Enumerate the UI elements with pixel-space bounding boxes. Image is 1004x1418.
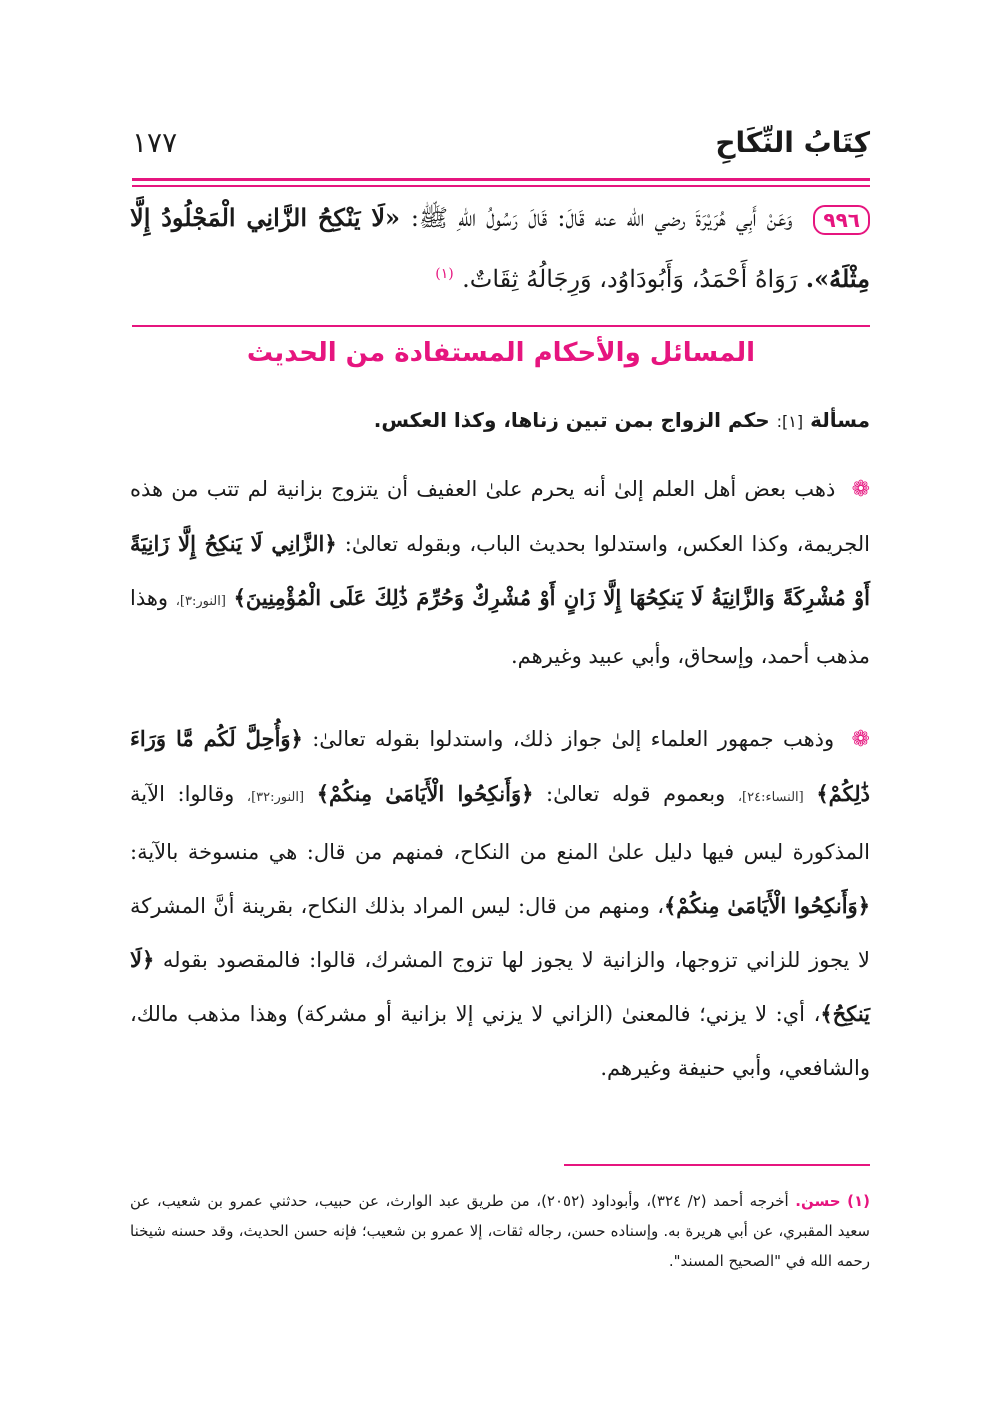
quran-verse: ﴿وَأَنكِحُوا الْأَيَامَىٰ مِنكُمْ﴾ <box>316 781 534 806</box>
paragraph-2-text-e: ، أي: لا يزني؛ فالمعنىٰ (الزاني لا يزني إلا بزانية أو مشركة) وهذا مذهب مالك، والشافعي، وأبي حنيفة وغيرهم. <box>130 1002 870 1080</box>
section-heading: المسائل والأحكام المستفادة من الحديث <box>246 338 756 368</box>
footnote-text: أخرجه أحمد (٢/ ٣٢٤)، وأبوداود (٢٠٥٢)، من طريق عبد الوارث، عن حبيب، حدثني عمرو بن شعيب، عن سعيد المقبري، عن أبي هريرة به. وإسناده حسن، رجاله ثقات، إلا عمرو بن شعيب؛ فإنه حسن الحديث، وقد حسنه شيخنا رحمه الله في "الصحيح المسند". <box>130 1192 870 1270</box>
issue-heading <box>132 408 870 432</box>
paragraph-1-text-b: وهذا مذهب أحمد، وإسحاق، وأبي عبيد وغيرهم. <box>130 586 870 668</box>
footnote <box>130 1186 870 1276</box>
header-rule-thick <box>132 178 870 181</box>
footnote-marker: (١) <box>847 1192 870 1210</box>
hadith-intro: وَعَنْ أَبِي هُرَيْرَةَ رضي الله عنه قَالَ: قَالَ رَسُولُ اللهِ ﷺ: <box>410 204 793 232</box>
header-rule-thin <box>132 185 870 187</box>
footnote-reference[interactable]: (١) <box>435 266 454 282</box>
quran-verse: ﴿لَا يَنكِحُ﴾ <box>130 947 870 1026</box>
paragraph-2 <box>130 712 870 1095</box>
footnote-rule <box>564 1164 870 1166</box>
paragraph-2-text-b: وبعموم قوله تعالىٰ: <box>546 782 726 806</box>
quran-verse: ﴿الزَّانِي لَا يَنكِحُ إِلَّا زَانِيَةً أَوْ مُشْرِكَةً وَالزَّانِيَةُ لَا يَنكِحُهَا إِلَّا زَانٍ أَوْ مُشْرِكٌ وَحُرِّمَ ذَٰلِكَ عَلَى الْمُؤْمِنِينَ﴾ <box>130 531 870 610</box>
section-rule <box>132 325 870 327</box>
hadith-number-badge: ٩٩٦ <box>813 205 870 235</box>
page-number: ١٧٧ <box>132 126 178 159</box>
issue-number: [١]: <box>776 412 804 431</box>
paragraph-2-text-d: ، ومنهم من قال: ليس المراد بذلك النكاح، بقرينة أنَّ المشركة لا يجوز للزاني تزوجها، والزانية لا يجوز لها تزوج المشرك، قالوا: فالمقصود بقوله <box>130 894 870 972</box>
hadith-block <box>130 190 870 307</box>
page-header <box>132 126 870 172</box>
quran-verse: ﴿وَأَنكِحُوا الْأَيَامَىٰ مِنكُمْ﴾ <box>663 893 871 918</box>
paragraph-1 <box>130 462 870 683</box>
flower-bullet-icon: ❁ <box>851 727 870 752</box>
paragraph-2-text-a: وذهب جمهور العلماء إلىٰ جواز ذلك، واستدلوا بقوله تعالىٰ: <box>312 727 835 751</box>
book-title: كِتَابُ النِّكَاحِ <box>715 126 870 159</box>
verse-reference: [النساء:٢٤]، <box>737 790 804 805</box>
verse-reference: [النور:٣٢]، <box>246 790 305 805</box>
hadith-source: رَوَاهُ أَحْمَدُ، وَأَبُودَاوُد، وَرِجَالُهُ ثِقَاتٌ. <box>462 265 798 293</box>
hadith-quote: «لَا يَنْكِحُ الزَّانِي الْمَجْلُودُ إِلَّا مِثْلَهُ». <box>130 203 870 293</box>
issue-title: حكم الزواج بمن تبين زناها، وكذا العكس. <box>373 408 770 432</box>
paragraph-2-text-c: وقالوا: الآية المذكورة ليس فيها دليل علىٰ المنع من النكاح، فمنهم من قال: هي منسوخة بالآية: <box>130 782 870 864</box>
flower-bullet-icon: ❁ <box>851 477 870 502</box>
footnote-grade: حسن. <box>795 1192 841 1210</box>
issue-label: مسألة <box>810 408 870 432</box>
quran-verse: ﴿وَأُحِلَّ لَكُم مَّا وَرَاءَ ذَٰلِكُمْ﴾ <box>130 726 870 806</box>
paragraph-1-text-a: ذهب بعض أهل العلم إلىٰ أنه يحرم علىٰ العفيف أن يتزوج بزانية لم تتب من هذه الجريمة، وكذا العكس، واستدلوا بحديث الباب، وبقوله تعالىٰ: <box>130 477 871 556</box>
verse-reference: [النور:٣]، <box>175 594 226 609</box>
